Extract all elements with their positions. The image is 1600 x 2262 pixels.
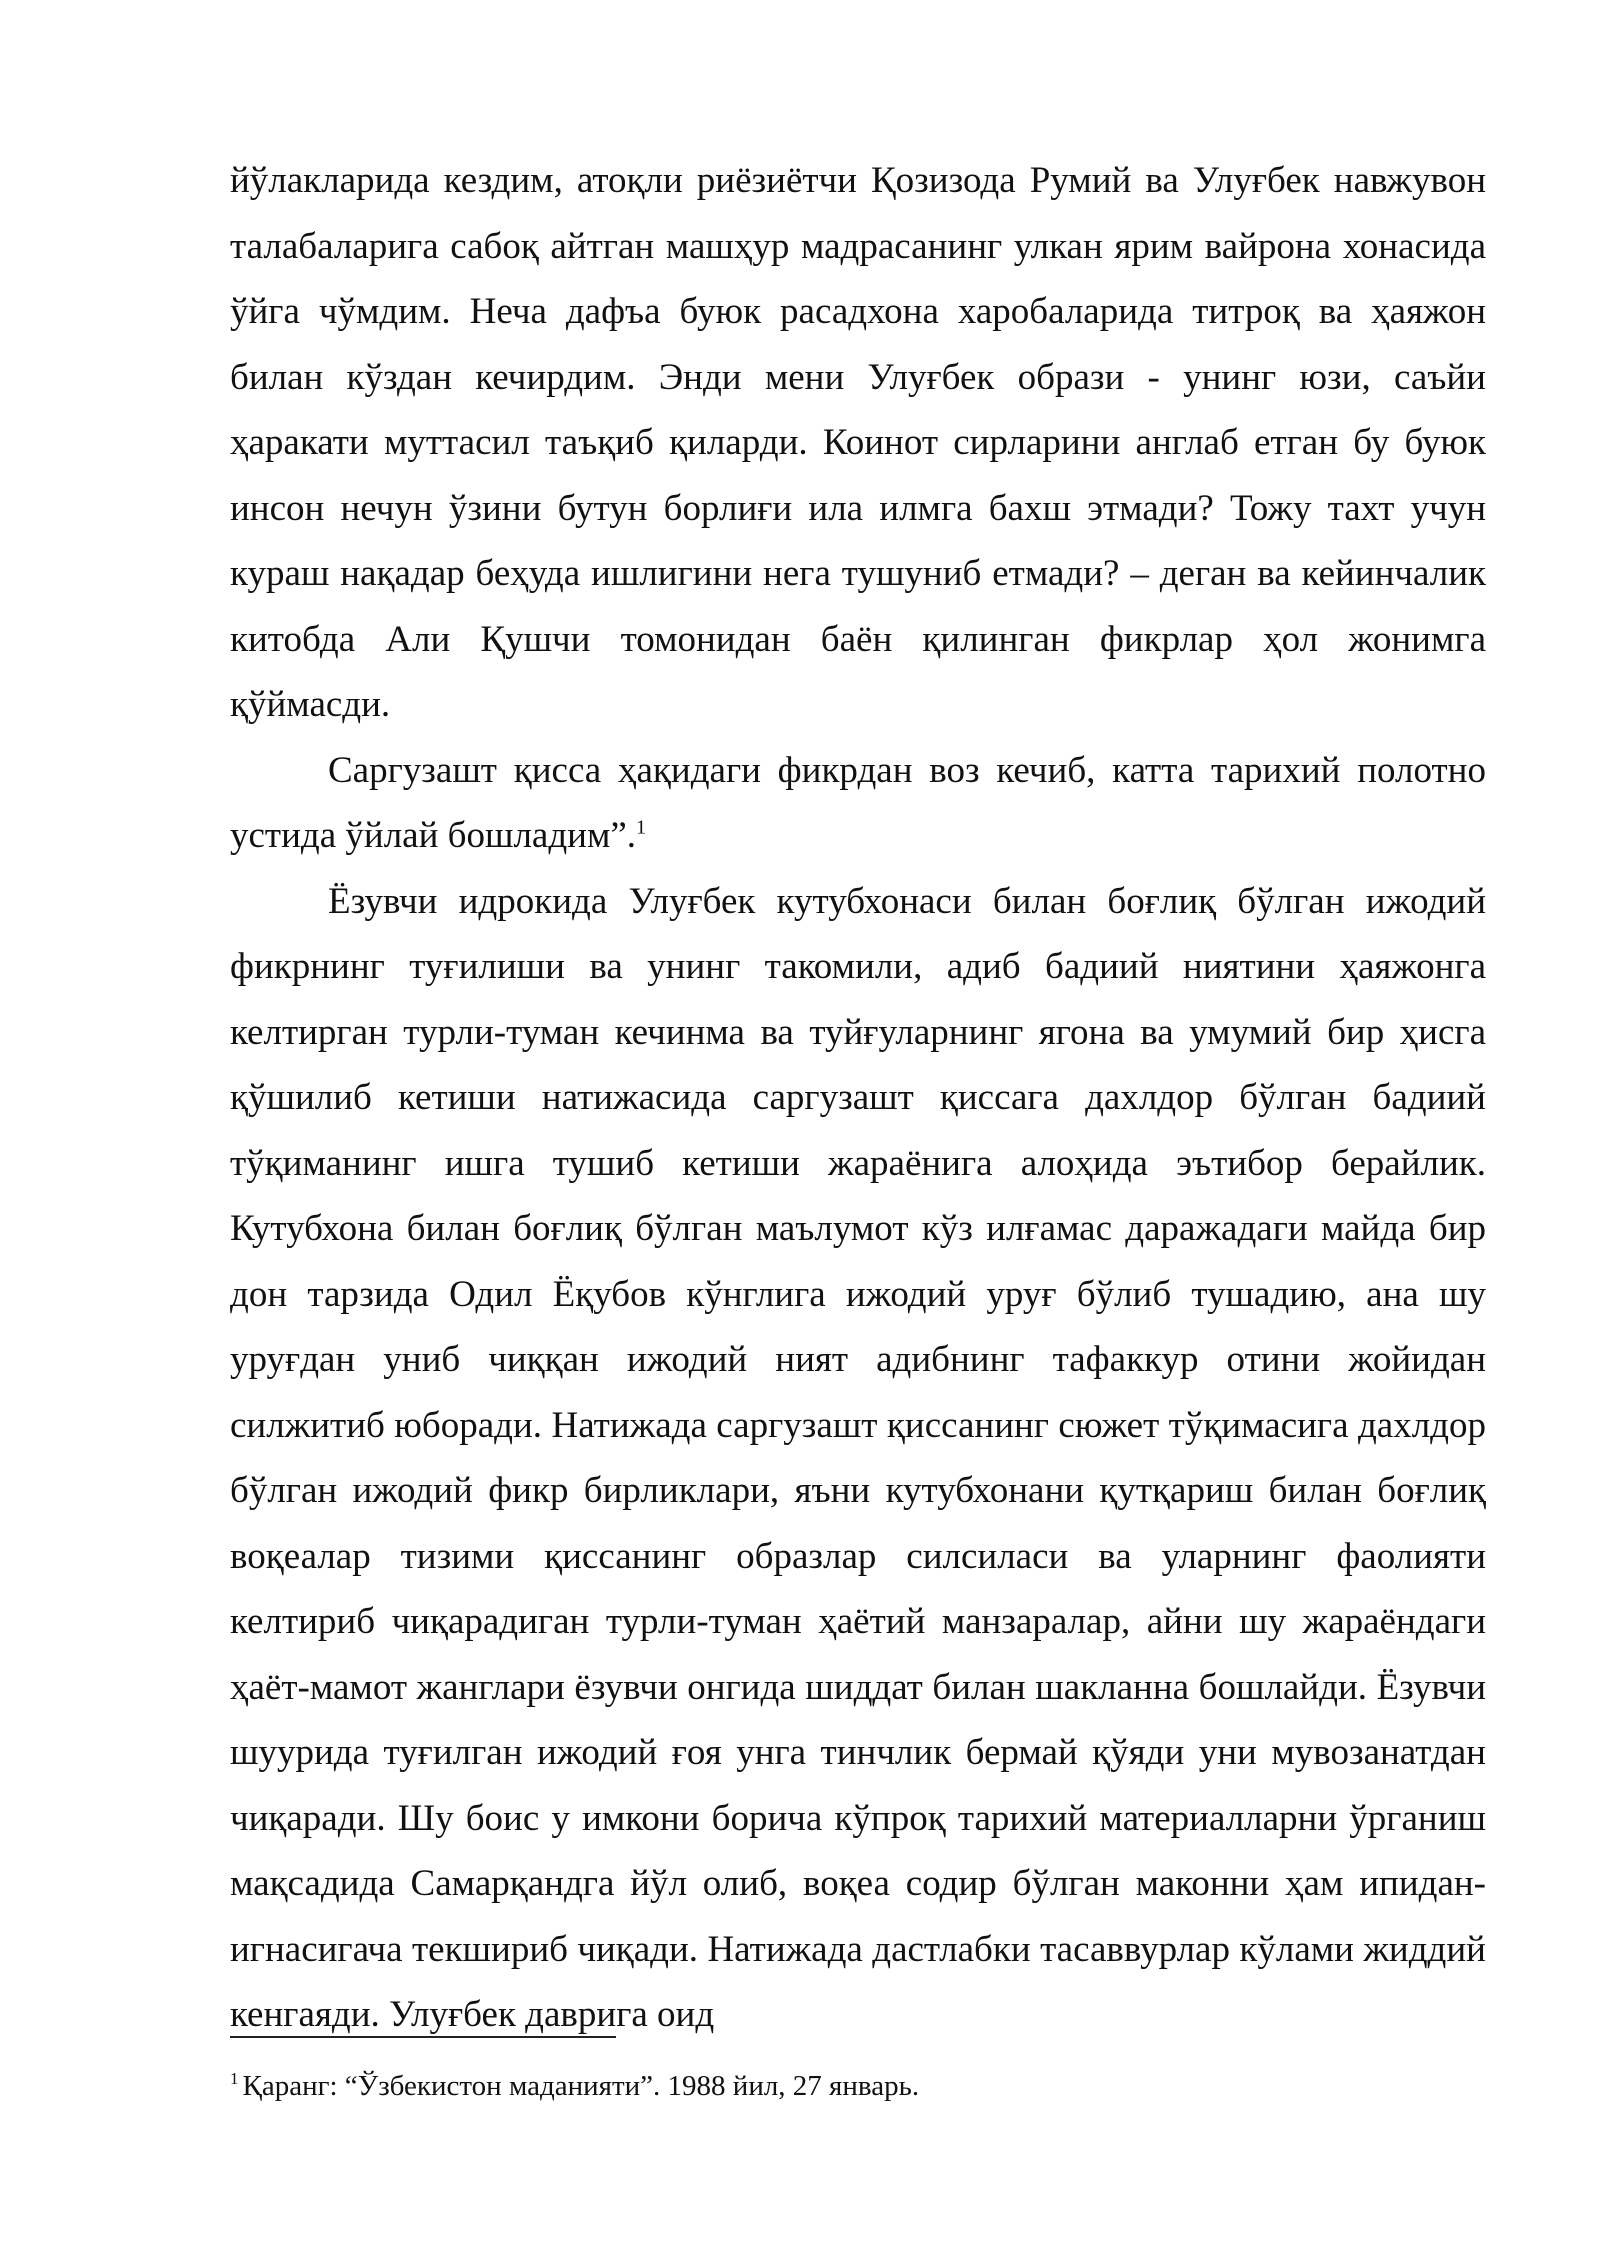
- footnote-reference[interactable]: 1: [636, 816, 647, 839]
- footnote-marker: 1: [230, 2069, 239, 2089]
- paragraph-1: йўлакларида кездим, атоқли риёзиётчи Қозизода Румий ва Улуғбек навжувон талабаларига сабоқ айтган машҳур мадрасанинг улкан ярим вайрона хонасида ўйга чўмдим. Неча дафъа буюк расадхона харобаларида титроқ ва ҳаяжон билан кўздан кечирдим. Энди мени Улуғбек образи - унинг юзи, саъйи ҳаракати муттасил таъқиб қиларди. Коинот сирларини англаб етган бу буюк инсон нечун ўзини бутун борлиғи ила илмга бахш этмади? Тожу тахт учун кураш нақадар беҳуда ишлигини нега тушуниб етмади? – деган ва кейинчалик китобда Али Қушчи томонидан баён қилинган фикрлар ҳол жонимга қўймасди.: [230, 160, 1486, 725]
- document-body: [230, 148, 1486, 2048]
- paragraph-2-text: Саргузашт қисса ҳақидаги фикрдан воз кечиб, катта тарихий полотно устида ўйлай бошладим”.: [230, 749, 1486, 856]
- paragraph-2: [230, 738, 1486, 869]
- paragraph-3: Ёзувчи идрокида Улуғбек кутубхонаси билан боғлиқ бўлган ижодий фикрнинг туғилиши ва унинг такомили, адиб бадиий ниятини ҳаяжонга келтирган турли-туман кечинма ва туйғуларнинг ягона ва умумий бир ҳисга қўшилиб кетиши натижасида саргузашт қиссага дахлдор бўлган бадиий тўқиманинг ишга тушиб кетиши жараёнига алоҳида эътибор берайлик. Кутубхона билан боғлиқ бўлган маълумот кўз илғамас даражадаги майда бир дон тарзида Одил Ёқубов кўнглига ижодий уруғ бўлиб тушадию, ана шу уруғдан униб чиққан ижодий ният адибнинг тафаккур отини жойидан силжитиб юборади. Натижада саргузашт қиссанинг сюжет тўқимасига дахлдор бўлган ижодий фикр бирликлари, яъни кутубхонани қутқариш билан боғлиқ воқеалар тизими қиссанинг образлар силсиласи ва уларнинг фаолияти келтириб чиқарадиган турли-туман ҳаётий манзаралар, айни шу жараёндаги ҳаёт-мамот жанглари ёзувчи онгида шиддат билан шакланна бошлайди. Ёзувчи шуурида туғилган ижодий ғоя унга тинчлик бермай қўяди уни мувозанатдан чиқаради. Шу боис у имкони борича кўпроқ тарихий материалларни ўрганиш мақсадида Самарқандга йўл олиб, воқеа содир бўлган маконни ҳам ипидан-игнасигача текшириб чиқади. Натижада дастлабки тасаввурлар кўлами жиддий кенгаяди. Улуғбек даврига оид: [230, 880, 1486, 2035]
- footnote-text: Қаранг: “Ўзбекистон маданияти”. 1988 йил, 27 январь.: [242, 2070, 920, 2102]
- footnote: [230, 2068, 1486, 2104]
- footnote-separator: [230, 2036, 616, 2038]
